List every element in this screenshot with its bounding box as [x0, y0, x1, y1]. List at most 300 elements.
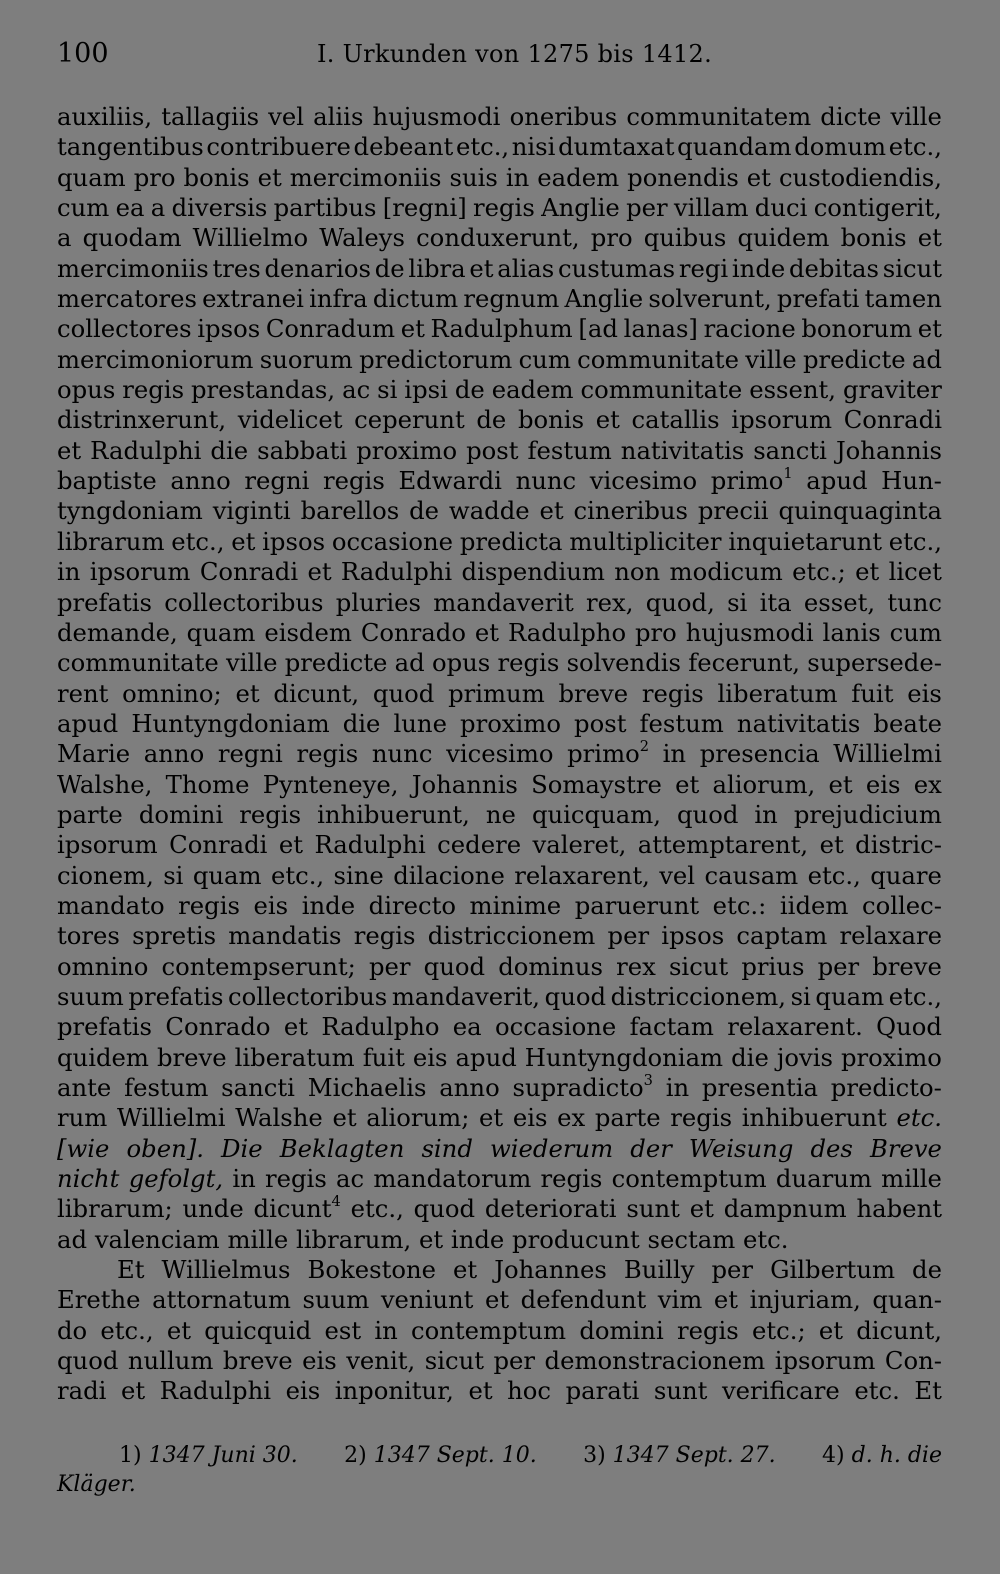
word: multipliciter — [569, 526, 722, 556]
word: inde — [450, 1224, 505, 1254]
word: ea — [452, 1012, 482, 1042]
word: et — [675, 769, 700, 799]
word: et — [539, 496, 564, 526]
word: dispendium — [461, 557, 605, 587]
word: Builly — [623, 1255, 695, 1285]
word: Beklagten — [279, 1133, 405, 1163]
text-line — [57, 1376, 942, 1406]
word: racione — [703, 314, 796, 344]
footnote-ref: 1 — [783, 465, 793, 483]
word: relaxare — [839, 921, 942, 951]
word: contempserunt; — [161, 951, 356, 981]
word: in — [232, 1164, 256, 1194]
word: de — [476, 405, 507, 435]
word: librarum, — [296, 1224, 412, 1254]
word: quod — [413, 1194, 476, 1224]
word: des — [810, 1133, 853, 1163]
word: lanis — [822, 617, 881, 647]
word: essent, — [749, 375, 837, 405]
word: quicquam, — [531, 799, 661, 829]
word: dictum — [372, 284, 459, 314]
text-line — [57, 1103, 942, 1133]
word: cionem, — [57, 860, 154, 890]
text-line — [57, 132, 942, 162]
word: Con- — [884, 1346, 942, 1376]
word: et — [484, 1285, 510, 1315]
word: et — [746, 162, 771, 192]
word: et — [819, 830, 844, 860]
word: de — [409, 496, 440, 526]
word: Conradi — [199, 557, 299, 587]
word: Willielmi — [833, 739, 942, 769]
word: esset, — [803, 587, 876, 617]
word: rent — [57, 678, 109, 708]
word: paruerunt — [574, 890, 700, 920]
word: parte — [594, 1103, 661, 1133]
word: defendunt — [520, 1285, 647, 1315]
word: aliorum, — [712, 769, 816, 799]
word: quod — [372, 678, 435, 708]
word: quod — [57, 1346, 119, 1376]
word: contemptum — [411, 1315, 567, 1345]
word: hujusmodi — [372, 102, 501, 131]
text-line — [57, 375, 942, 405]
word: Bokestone — [307, 1255, 436, 1285]
word: quidem — [57, 1042, 149, 1072]
word: prefatis — [128, 981, 224, 1011]
word: injuriam, — [749, 1285, 861, 1315]
word: directo — [368, 890, 456, 920]
text-line — [57, 345, 942, 375]
word: mille — [227, 1224, 289, 1254]
word: quicquid — [204, 1315, 312, 1345]
word: proximo — [841, 1042, 942, 1072]
word: et — [278, 830, 304, 860]
word: sicut — [668, 951, 729, 981]
word: apud — [806, 466, 868, 496]
word: predicte — [802, 344, 906, 374]
word: extranei — [202, 284, 304, 314]
word: quam — [57, 162, 126, 192]
word: fuit — [851, 678, 894, 708]
word: aliis — [313, 102, 364, 131]
word: ipsorum — [57, 830, 158, 860]
word: dilacione — [393, 860, 505, 890]
word: mercimoniorum — [57, 344, 254, 374]
word: apud — [57, 708, 119, 738]
word: omnino — [57, 951, 149, 981]
word: ad — [911, 344, 942, 374]
word: denarios — [264, 253, 372, 283]
word: et — [917, 223, 942, 253]
text-line — [57, 679, 942, 709]
word: eis — [865, 769, 901, 799]
word: gefolgt, — [128, 1164, 224, 1194]
word: regi — [678, 253, 729, 283]
word: domini — [579, 1315, 664, 1345]
word: suum — [302, 1285, 370, 1315]
text-line — [57, 254, 942, 284]
text-line — [57, 1346, 942, 1376]
word: post — [574, 708, 627, 738]
word: ipsos — [661, 921, 725, 951]
word: Weisung — [688, 1133, 794, 1163]
word: Gilbertum — [770, 1255, 896, 1285]
word: dominus — [498, 951, 603, 981]
word: pro — [590, 223, 633, 253]
word: nativitatis — [620, 435, 745, 465]
word: sicut — [424, 1346, 484, 1376]
word: librarum; — [57, 1194, 173, 1224]
word: per — [493, 1346, 536, 1376]
word: ipsorum — [731, 405, 833, 435]
word: mandato — [57, 890, 165, 920]
word: regis — [497, 648, 560, 678]
word: ex — [557, 1103, 586, 1133]
word: eadem — [537, 162, 620, 192]
word: prejudicium — [793, 799, 942, 829]
word: et — [231, 526, 256, 556]
word: festum — [527, 435, 612, 465]
word: a — [57, 223, 72, 253]
word: Conradum — [265, 314, 396, 344]
word: ea — [115, 193, 145, 223]
word: ad — [394, 648, 425, 678]
word: districcionem, — [610, 981, 786, 1011]
word: [ad — [578, 314, 618, 344]
word: liberatum — [234, 1042, 355, 1072]
word: custodiendis, — [778, 162, 942, 192]
word: solverunt, — [648, 284, 772, 314]
word: occasione — [495, 1012, 617, 1042]
word: regni — [217, 739, 283, 769]
word: unde — [182, 1194, 244, 1224]
word: cum — [889, 617, 942, 647]
word: collectoribus — [228, 981, 388, 1011]
word: bonis — [183, 162, 250, 192]
word: Willielmo — [192, 223, 309, 253]
word: suum — [57, 981, 124, 1011]
word: etc., — [270, 860, 325, 890]
word: distrinxerunt, — [57, 405, 227, 435]
word: prefatis — [57, 587, 153, 617]
word: parati — [565, 1376, 640, 1406]
word: habent — [856, 1194, 942, 1224]
word: etc., — [171, 526, 225, 556]
word: auxiliis, — [57, 102, 153, 131]
word: et — [166, 1315, 191, 1345]
word: eis — [412, 1042, 448, 1072]
word: communitate — [577, 344, 739, 374]
running-title: I. Urkunden von 1275 bis 1412. — [317, 40, 713, 68]
footnote-ref: 3 — [643, 1072, 653, 1090]
word: contigerit, — [813, 193, 942, 223]
word: in — [57, 557, 81, 587]
word: conduxerunt, — [416, 223, 580, 253]
text-line — [57, 1225, 942, 1255]
word: in — [754, 799, 778, 829]
word: inponitur, — [334, 1376, 454, 1406]
word: dicunt, — [273, 678, 360, 708]
word: Somaystre — [531, 769, 662, 799]
word: breve — [156, 1042, 227, 1072]
word: supersede- — [807, 648, 942, 678]
word: eadem — [491, 375, 574, 405]
word: ville — [745, 344, 797, 374]
word: communitatem — [626, 102, 812, 131]
word: nisi — [511, 132, 556, 162]
word: demonstracionem — [544, 1346, 766, 1376]
text-line — [57, 982, 942, 1012]
word: Radulpho — [321, 1012, 440, 1042]
word: wadde — [448, 496, 530, 526]
word: domini — [138, 799, 224, 829]
text-line — [57, 102, 942, 132]
text-line — [57, 709, 942, 739]
word: captam — [736, 921, 828, 951]
word: eis — [285, 1376, 321, 1406]
word: ipsos — [197, 314, 261, 344]
word: vel — [268, 102, 305, 131]
word: quam — [186, 617, 256, 647]
word: mercatores — [57, 284, 197, 314]
word: et — [713, 1285, 739, 1315]
word: mandaverit, — [391, 981, 541, 1011]
word: quod — [677, 799, 739, 829]
text-line — [57, 466, 942, 496]
word: et — [257, 162, 282, 192]
word: et — [307, 557, 332, 587]
word: precii — [697, 496, 769, 526]
text-line — [57, 314, 942, 344]
word: breve — [558, 678, 629, 708]
body-text — [57, 102, 942, 1407]
word: ad — [57, 1224, 88, 1254]
word: wiederum — [489, 1133, 614, 1163]
text-line — [57, 770, 942, 800]
word: et — [419, 1224, 444, 1254]
word: attemptarent, — [637, 830, 809, 860]
word: prius — [741, 951, 805, 981]
word: prefatis — [57, 1012, 153, 1042]
word: lanas] — [623, 314, 698, 344]
word: solvendis — [566, 648, 681, 678]
word: sind — [421, 1133, 473, 1163]
word: regis — [323, 466, 385, 496]
word: sine — [333, 860, 384, 890]
word: quod, — [645, 587, 715, 617]
word: nunc — [515, 466, 577, 496]
word: bonorum — [801, 314, 913, 344]
word: vicesimo — [589, 466, 698, 496]
footnote-3: 3) 1347 Sept. 27. — [583, 1443, 776, 1468]
word: venit, — [346, 1346, 416, 1376]
word: nullum — [127, 1346, 214, 1376]
word: oben]. — [126, 1133, 204, 1163]
word: Radulphi — [90, 435, 202, 465]
word: sabbati — [257, 435, 348, 465]
word: si — [727, 587, 748, 617]
word: nativitatis — [736, 708, 861, 738]
word: relaxarent, — [514, 860, 650, 890]
text-line — [57, 1073, 942, 1103]
word: communitate — [580, 375, 743, 405]
word: per — [817, 951, 860, 981]
word: catallis — [631, 405, 720, 435]
word: fuit — [362, 1042, 405, 1072]
word: et — [828, 769, 853, 799]
word: quodam — [82, 223, 182, 253]
word: etc. — [743, 1224, 789, 1254]
word: regnum — [463, 284, 560, 314]
text-line — [57, 739, 942, 769]
word: suorum — [259, 344, 353, 374]
word: inquietarunt — [728, 526, 883, 556]
word: etc., — [807, 860, 861, 890]
word: regis — [353, 921, 416, 951]
word: graviter — [842, 375, 942, 405]
word: regis — [239, 799, 302, 829]
word: radi — [57, 1376, 107, 1406]
word: et — [818, 1315, 844, 1345]
word: oneribus — [509, 102, 618, 131]
word: Conrado — [360, 617, 466, 647]
word: quidem — [737, 223, 830, 253]
word: sunt — [626, 1194, 680, 1224]
word: et — [479, 1103, 504, 1133]
word: Et — [117, 1255, 145, 1285]
word: Radulphi — [314, 830, 426, 860]
word: librarum — [57, 526, 165, 556]
word: barellos — [300, 496, 400, 526]
word: diversis — [171, 193, 268, 223]
word: et — [332, 1103, 357, 1133]
word: Johannes — [494, 1255, 607, 1285]
word: et — [283, 1012, 308, 1042]
word: prefati — [776, 284, 860, 314]
word: Johannis — [835, 435, 942, 465]
word: rex, — [586, 587, 634, 617]
word: per — [626, 193, 668, 223]
footnote-ref: 4 — [331, 1193, 341, 1211]
text-line — [57, 830, 942, 860]
word: rum — [57, 1103, 108, 1133]
word: dumtaxat — [558, 132, 675, 162]
word: dampnum — [723, 1194, 847, 1224]
word: inde — [301, 890, 356, 920]
word: contemptum — [611, 1164, 767, 1194]
word: in — [665, 1073, 690, 1102]
word: quare — [870, 860, 942, 890]
word: presencia — [699, 739, 820, 769]
text-line — [57, 223, 942, 253]
word: Walshe, — [57, 769, 153, 799]
word: si — [790, 981, 811, 1011]
word: bonis — [840, 223, 907, 253]
word: dicte — [820, 102, 882, 131]
word: aliorum; — [366, 1103, 470, 1133]
word: ville — [890, 102, 942, 131]
word: apud — [455, 1042, 517, 1072]
word: mercimoniis — [289, 162, 442, 192]
word: spretis — [132, 921, 217, 951]
word: anno — [439, 1073, 500, 1102]
word: sancti — [221, 1073, 295, 1102]
word: Die — [221, 1133, 263, 1163]
word: regis — [676, 1315, 739, 1345]
text-line — [57, 1316, 942, 1346]
word: Conradi — [843, 405, 942, 435]
word: predicto- — [830, 1073, 942, 1102]
word: jovis — [776, 1042, 833, 1072]
word: inhibuerunt — [741, 1103, 887, 1133]
word: valenciam — [94, 1224, 220, 1254]
word: opus — [57, 375, 116, 405]
word: opus — [431, 648, 491, 678]
word: in — [662, 739, 687, 769]
word: si — [377, 375, 398, 405]
word: Quod — [876, 1012, 942, 1042]
word: ex — [913, 769, 942, 799]
word: tores — [57, 921, 120, 951]
word: ipsos — [262, 526, 326, 556]
word: et — [453, 1255, 478, 1285]
word: suis — [449, 162, 498, 192]
word: ita — [759, 587, 792, 617]
word: mandatis — [228, 921, 342, 951]
word: pro — [133, 162, 176, 192]
word: etc., — [455, 132, 510, 162]
word: dicunt$^4$ — [253, 1193, 341, 1224]
word: in — [505, 162, 530, 192]
word: quandam — [677, 132, 792, 162]
word: beate — [873, 708, 942, 738]
word: die — [210, 435, 249, 465]
word: et — [235, 678, 260, 708]
word: Anglie — [564, 284, 644, 314]
word: inde — [731, 253, 786, 283]
word: etc.; — [792, 557, 846, 587]
word: cedere — [437, 830, 522, 860]
word: viginti — [212, 496, 291, 526]
footnote-line — [57, 1441, 942, 1471]
word: Edwardi — [398, 466, 502, 496]
word: debitas — [789, 253, 879, 283]
word: vim — [657, 1285, 703, 1315]
word: rex — [616, 951, 656, 981]
footnote-4-continuation: Kläger. — [57, 1472, 136, 1497]
word: regis — [122, 375, 185, 405]
word: Huntyngdoniam — [131, 708, 330, 738]
text-line — [57, 1194, 942, 1224]
word: Erethe — [57, 1285, 141, 1315]
word: videlicet — [237, 405, 343, 435]
word: Conrado — [165, 1012, 271, 1042]
text-line — [57, 1164, 942, 1194]
word: Michaelis — [307, 1073, 427, 1102]
word: prestandas, — [190, 375, 336, 405]
word: dicunt, — [856, 1315, 942, 1345]
word: fecerunt, — [688, 648, 801, 678]
word: ceperunt — [354, 405, 465, 435]
word: etc., — [350, 1194, 404, 1224]
text-line — [57, 1285, 942, 1315]
word: tunc — [887, 587, 942, 617]
text-line — [57, 496, 942, 526]
text-line — [57, 193, 942, 223]
word: anno — [170, 466, 231, 496]
text-line — [57, 1255, 942, 1285]
